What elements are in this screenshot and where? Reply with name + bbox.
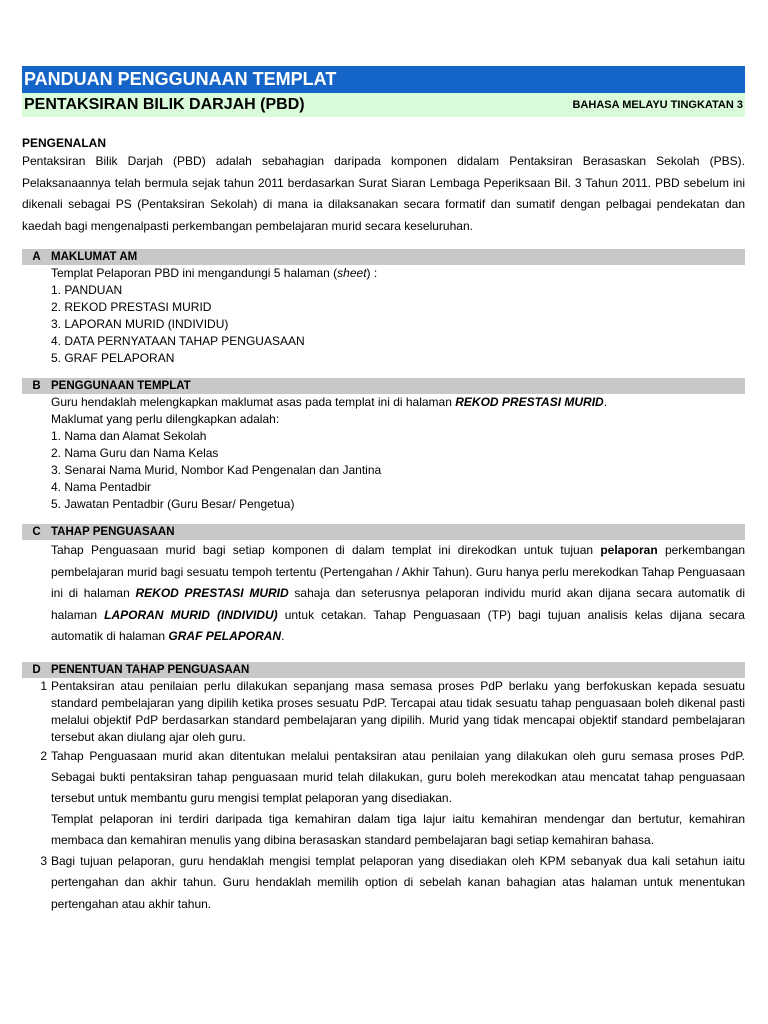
intro-text: Pentaksiran Bilik Darjah (PBD) adalah sebahagian daripada komponen didalam Pentaksiran Berasaskan Sekolah (PBS). Pelaksanaannya telah bermula sejak tahun 2011 berdasarkan Surat Siaran Lembaga Peperiksaan Bil. 3 Tahun 2011. PBD sebelum ini dikenali sebagai PS (Pentaksiran Sekolah) di mana ia dilaksanakan secara formatif dan sumatif dengan pelbagai pendekatan dan kaedah bagi mengenalpasti perkembangan pembelajaran murid secara keseluruhan. <box>22 154 745 233</box>
section-c-header <box>22 524 745 540</box>
section-d-header <box>22 662 745 678</box>
subtitle: PENTAKSIRAN BILIK DARJAH (PBD) <box>24 96 305 113</box>
subtitle-bar <box>22 93 745 117</box>
list-item: 3. Senarai Nama Murid, Nombor Kad Pengenalan dan Jantina <box>51 463 382 477</box>
subject-label: BAHASA MELAYU TINGKATAN 3 <box>572 99 743 111</box>
item-text: Pentaksiran atau penilaian perlu dilakukan sepanjang masa semasa proses PdP berlaku yang berfokuskan kepada sesuatu standard pembelajaran yang dipilih ketika proses sesuatu PdP. Tercapai atau tidak sesuatu tahap penguasaan boleh dikenal pasti melalui objektif PdP berdasarkan standard pembelajaran yang dipilih. Murid yang tidak mencapai objektif standard pembelajaran tersebut akan diulang ajar oleh guru. <box>51 678 745 744</box>
list-item <box>22 678 745 746</box>
section-b-body <box>51 394 745 513</box>
list-item: 1. PANDUAN <box>51 283 123 297</box>
list-item: 3. LAPORAN MURID (INDIVIDU) <box>51 317 229 331</box>
section-letter: A <box>32 251 41 263</box>
section-title: MAKLUMAT AM <box>51 251 138 263</box>
section-a-lead: Templat Pelaporan PBD ini mengandungi 5 halaman (sheet) : <box>51 266 378 280</box>
item-text: Bagi tujuan pelaporan, guru hendaklah mengisi templat pelaporan yang disediakan oleh KPM sebanyak dua kali setahun iaitu pertengahan dan akhir tahun. Guru hendaklah memilih option di sebelah kanan bahagian atas halaman untuk menentukan pertengahan atau akhir tahun. <box>51 853 745 911</box>
section-b-lead: Guru hendaklah melengkapkan maklumat asas pada templat ini di halaman REKOD PRESTASI MURID. <box>51 395 608 409</box>
list-item: 4. DATA PERNYATAAN TAHAP PENGUASAAN <box>51 334 305 348</box>
guide-sheet <box>22 66 745 915</box>
section-a-header <box>22 249 745 265</box>
section-letter: D <box>32 663 41 676</box>
intro-heading: PENGENALAN <box>22 136 107 150</box>
list-item: 4. Nama Pentadbir <box>51 480 152 494</box>
section-title: TAHAP PENGUASAAN <box>51 526 175 538</box>
item-number: 2 <box>40 748 47 763</box>
section-title: PENGGUNAAN TEMPLAT <box>51 380 191 392</box>
list-item: 5. Jawatan Pentadbir (Guru Besar/ Pengetua) <box>51 497 295 511</box>
page-title: PANDUAN PENGGUNAAN TEMPLAT <box>22 66 745 93</box>
item-text: Tahap Penguasaan murid akan ditentukan melalui pentaksiran atau penilaian yang dilakukan oleh guru semasa proses PdP. Sebagai bukti pentaksiran tahap penguasaan murid telah dilakukan, guru boleh merekodkan atau mencatat tahap penguasaan tersebut untuk membantu guru mengisi templat pelaporan yang disediakan. <box>51 748 745 805</box>
item-text: Templat pelaporan ini terdiri daripada tiga kemahiran dalam tiga lajur iaitu kemahiran mendengar dan bertutur, kemahiran membaca dan kemahiran menulis yang dibina berasaskan standard pembelajaran bagi setiap kemahiran bahasa. <box>51 811 745 847</box>
section-letter: C <box>32 526 41 538</box>
list-item: 2. REKOD PRESTASI MURID <box>51 300 212 314</box>
list-item: 5. GRAF PELAPORAN <box>51 351 175 365</box>
section-b-header <box>22 378 745 394</box>
list-item: 1. Nama dan Alamat Sekolah <box>51 429 207 443</box>
list-item <box>22 851 745 916</box>
section-b-sub: Maklumat yang perlu dilengkapkan adalah: <box>51 412 280 426</box>
section-a-body <box>51 265 745 367</box>
list-item: 2. Nama Guru dan Nama Kelas <box>51 446 219 460</box>
section-title: PENENTUAN TAHAP PENGUASAAN <box>51 663 250 676</box>
section-c-body: Tahap Penguasaan murid bagi setiap komponen di dalam templat ini direkodkan untuk tujuan pelaporan perkembangan pembelajaran murid bagi sesuatu tempoh tertentu (Pertengahan / Akhir Tahun). Guru hanya perlu merekodkan Tahap Penguasaan ini di halaman REKOD PRESTASI MURID sahaja dan seterusnya pelaporan individu murid akan dijana secara automatik di halaman LAPORAN MURID (INDIVIDU) untuk cetakan. Tahap Penguasaan (TP) bagi tujuan analisis kelas dijana secara automatik di halaman GRAF PELAPORAN. <box>51 543 746 643</box>
item-number: 1 <box>40 678 47 693</box>
item-number: 3 <box>40 853 47 868</box>
list-item <box>22 746 745 851</box>
section-letter: B <box>32 380 41 392</box>
